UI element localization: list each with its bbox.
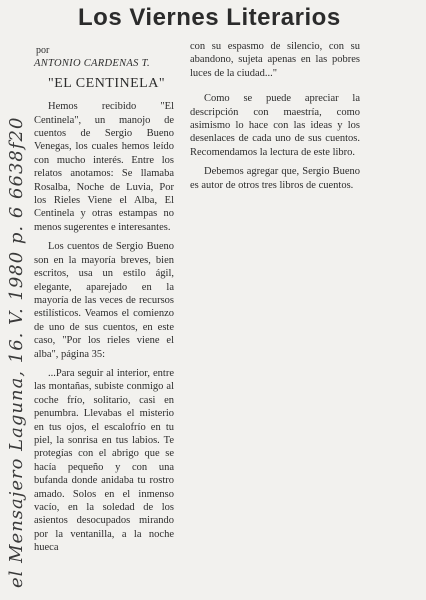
byline-prefix: por [36, 45, 50, 56]
quoted-excerpt: ...Para seguir al interior, entre las montañas, subiste conmigo al coche frío, solitario, casi en penumbra. Llevabas el misterio en tus ojos, el escalofrío en tu piel, la sonrisa en tus labios. Te protegías con el abrigo que se hacía pequeño y con una bufanda donde anidaba tu rostro amado. Solos en el inmenso vacío, en la soledad de los asientos desocupados mirando por la ventanilla, a la noche hueca [34, 367, 174, 554]
byline-author: ANTONIO CARDENAS T. [34, 58, 150, 70]
paragraph-style: Los cuentos de Sergio Bueno son en la mayoría breves, bien escritos, usa un estilo ágil, elegante, aparejado en la mayoría de las veces de recursos estilísticos. Veamos el comienzo de uno de sus cuentos, en este caso, "Por los rieles viene el alba", página 35: [34, 241, 174, 360]
paragraph-closing: Debemos agregar que, Sergio Bueno es autor de otros tres libros de cuentos. [190, 166, 360, 191]
handwritten-margin-note [2, 40, 30, 590]
article-title: "EL CENTINELA" [48, 75, 166, 91]
right-column [190, 40, 360, 198]
left-column [34, 44, 174, 561]
paragraph-intro: Hemos recibido "El Centinela", un manojo de cuentos de Sergio Bueno Venegas, los cuales hemos leído con mucho interés. Entre los relatos anotamos: Se llamaba Rosalba, Noche de Luvia, Por los Rieles Viene el Alba, El Centinela y otras estampas no menos sugerentes e interesantes. [34, 101, 174, 233]
section-headline: Los Viernes Literarios [78, 4, 341, 31]
quoted-excerpt-end: con su espasmo de silencio, con su abandono, sujeta apenas en las pobres luces de la ciudad..." [190, 41, 360, 79]
handwritten-source-date: el Mensajero Laguna, 16. V. 1980 p. 6 6638f20 [6, 116, 27, 588]
paragraph-assessment: Como se puede apreciar la descripción con maestría, como asimismo lo hace con las ideas y los desenlaces de cada uno de sus cuentos. Recomendamos la lectura de este libro. [190, 93, 360, 158]
